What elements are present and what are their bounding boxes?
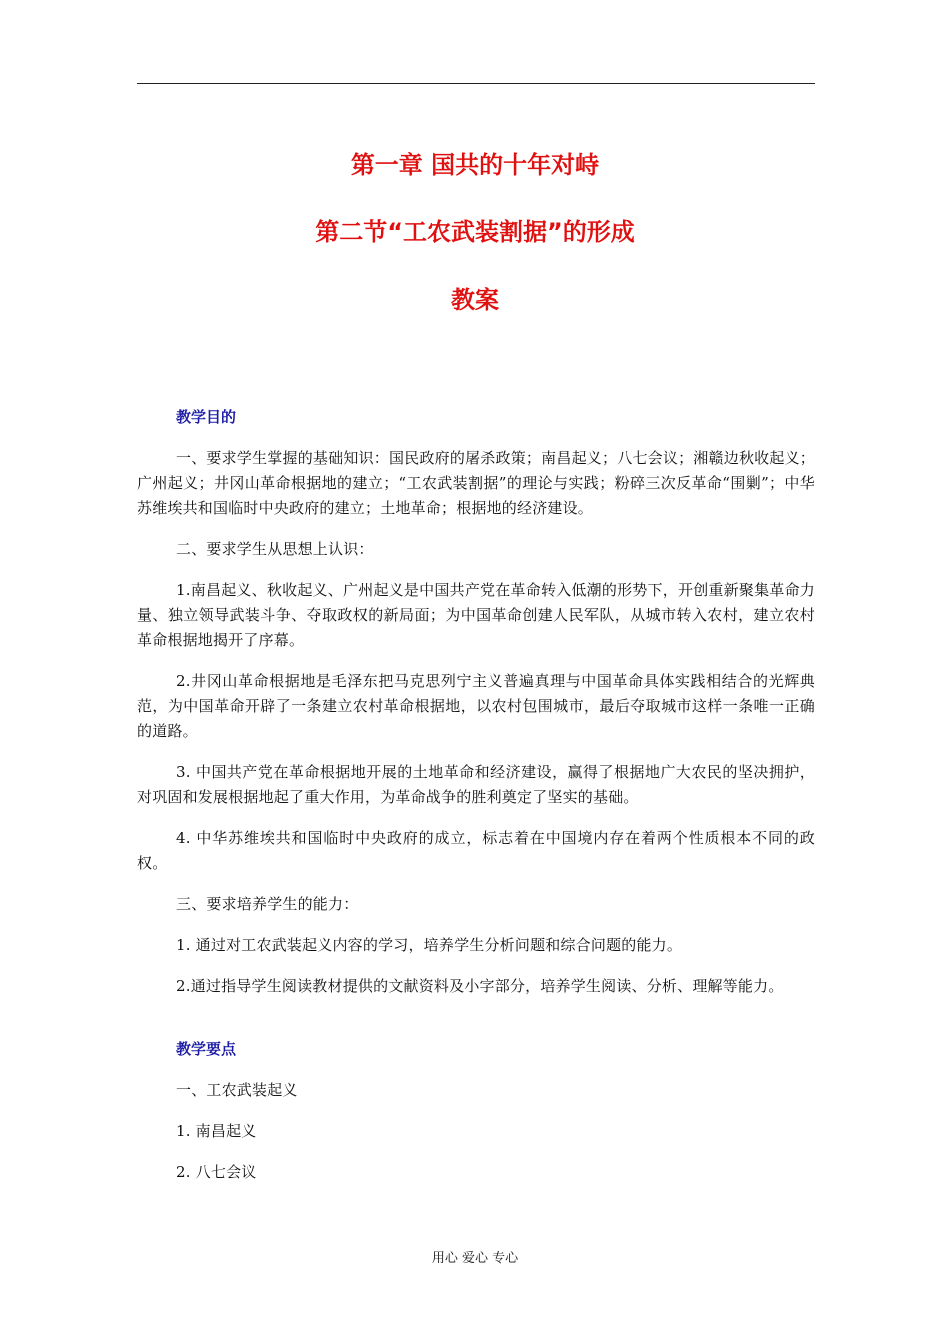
chapter-title: 第一章 国共的十年对峙: [350, 151, 600, 179]
paragraph: 一、要求学生掌握的基础知识：国民政府的屠杀政策；南昌起义；八七会议；湘赣边秋收起义；广州起义；井冈山革命根据地的建立；“工农武装割据”的理论与实践；粉碎三次反革命“围剿”；中华苏维埃共和国临时中央政府的建立；土地革命；根据地的经济建设。: [137, 449, 815, 517]
paragraph: 1. 通过对工农武装起义内容的学习，培养学生分析问题和综合问题的能力。: [176, 936, 683, 954]
paragraph: 2.井冈山革命根据地是毛泽东把马克思列宁主义普遍真理与中国革命具体实践相结合的光辉典范，为中国革命开辟了一条建立农村革命根据地，以农村包围城市，最后夺取城市这样一条唯一正确的道路。: [137, 672, 815, 740]
page-footer: 用心 爱心 专心: [431, 1251, 519, 1266]
paragraph: 一、工农武装起义: [176, 1081, 298, 1099]
paragraph: 3. 中国共产党在革命根据地开展的土地革命和经济建设，赢得了根据地广大农民的坚决拥护，对巩固和发展根据地起了重大作用，为革命战争的胜利奠定了坚实的基础。: [137, 763, 815, 806]
paragraph: 2. 八七会议: [176, 1163, 257, 1181]
section-title: 第二节“工农武装割据”的形成: [315, 218, 635, 246]
paragraph: 二、要求学生从思想上认识：: [176, 540, 374, 558]
paragraph: 三、要求培养学生的能力：: [176, 895, 359, 913]
document-body: [137, 405, 815, 1201]
paragraph: 2.通过指导学生阅读教材提供的文献资料及小字部分，培养学生阅读、分析、理解等能力。: [176, 977, 784, 995]
section-heading-objectives: 教学目的: [176, 408, 237, 426]
header-rule: [137, 83, 815, 84]
doc-type-title: 教案: [451, 286, 499, 314]
paragraph: 1. 南昌起义: [176, 1122, 257, 1140]
paragraph: 1.南昌起义、秋收起义、广州起义是中国共产党在革命转入低潮的形势下，开创重新聚集革命力量、独立领导武装斗争、夺取政权的新局面；为中国革命创建人民军队，从城市转入农村，建立农村革命根据地揭开了序幕。: [137, 581, 815, 649]
section-heading-key-points: 教学要点: [176, 1040, 237, 1058]
paragraph: 4. 中华苏维埃共和国临时中央政府的成立，标志着在中国境内存在着两个性质根本不同的政权。: [137, 829, 815, 872]
